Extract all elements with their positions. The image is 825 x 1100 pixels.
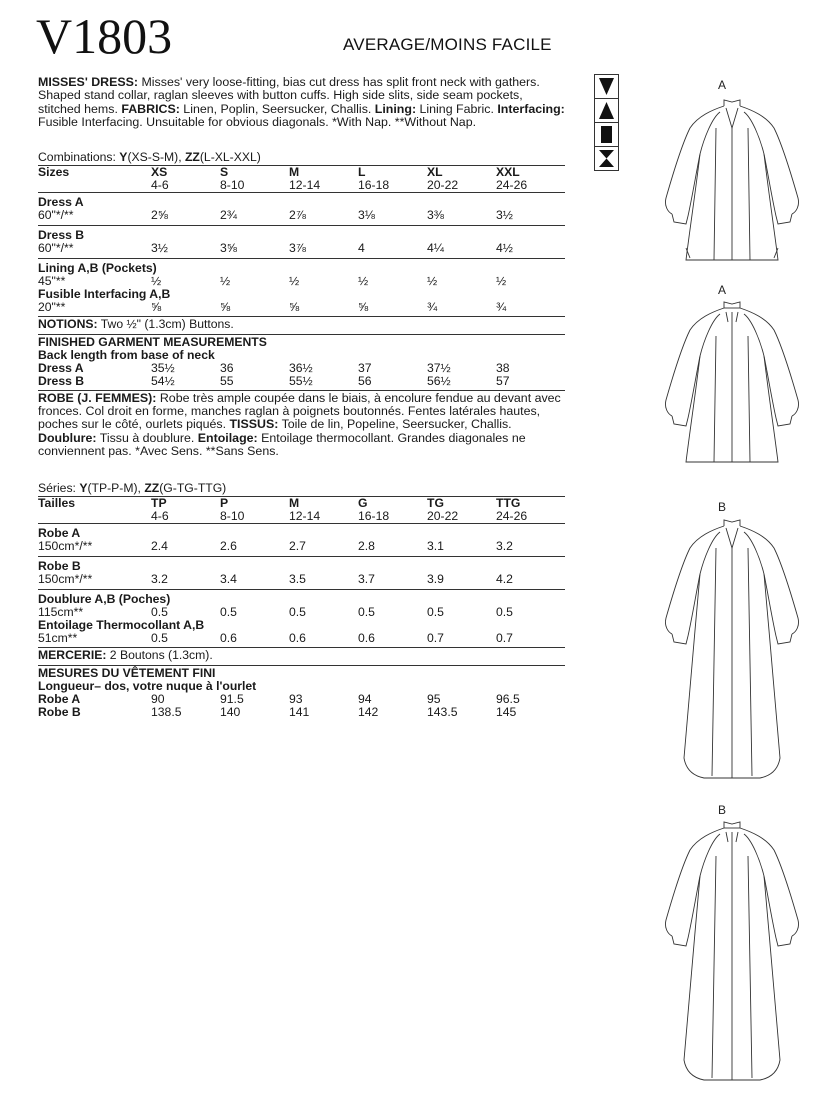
y-code: Y	[79, 481, 88, 496]
notions-text: Two ½" (1.3cm) Buttons.	[97, 317, 234, 332]
yardage-cell: 3.2	[151, 573, 220, 590]
yardage-cell: 0.7	[427, 632, 496, 648]
interfacing-label: Interfacing:	[497, 101, 565, 116]
finished-subtitle: Longueur– dos, votre nuque à l'ourlet	[38, 678, 257, 693]
triangle-down-icon	[595, 75, 618, 99]
measurement-cell: 91.5	[220, 691, 244, 706]
notions-text: 2 Boutons (1.3cm).	[106, 648, 213, 663]
measurement-cell: 57	[496, 375, 565, 391]
table-row	[38, 540, 565, 557]
fabrics-label: FABRICS:	[121, 101, 180, 116]
yardage-cell: ½	[220, 274, 231, 289]
size-range: 8-10	[220, 510, 289, 524]
dress-a-front-sketch	[660, 98, 805, 263]
lining-label: Doublure:	[38, 430, 97, 445]
table-row	[38, 362, 565, 375]
yardage-cell: 4¼	[427, 242, 496, 259]
yardage-cell: ½	[151, 274, 162, 289]
size-header: XL	[427, 165, 443, 180]
measurement-cell: 142	[358, 704, 379, 719]
yardage-cell: 3⅝	[220, 242, 289, 259]
table-row-title	[38, 226, 565, 243]
size-header: M	[289, 165, 300, 180]
garment-name: Dress A	[38, 360, 84, 375]
view-label-a-back: A	[718, 283, 727, 297]
fabric-width: 51cm**	[38, 632, 151, 648]
yardage-cell: ½	[496, 274, 507, 289]
yardage-cell: 0.5	[496, 605, 513, 620]
size-range: 24-26	[496, 179, 565, 193]
yardage-cell: 4½	[496, 242, 565, 259]
fabric-width: 60"*/**	[38, 242, 151, 259]
yardage-cell: 2.7	[289, 540, 358, 557]
size-range: 8-10	[220, 179, 289, 193]
fabric-width: 150cm*/**	[38, 573, 151, 590]
view-label-b-front: B	[718, 500, 727, 514]
size-range: 16-18	[358, 179, 427, 193]
yardage-cell: 3⅞	[289, 242, 358, 259]
combinations-label: Séries:	[38, 481, 80, 496]
fabric-width: 45"**	[38, 274, 66, 289]
y-sizes: (TP-P-M),	[87, 481, 145, 496]
fabric-name: Entoilage Thermocollant A,B	[38, 618, 205, 633]
english-finished-measurements	[38, 335, 565, 391]
yardage-cell: 3½	[496, 209, 565, 226]
dress-b-back-sketch	[660, 820, 805, 1090]
french-yardage-table	[38, 497, 565, 648]
fabric-name: Lining A,B (Pockets)	[38, 261, 157, 276]
zz-sizes: (L-XL-XXL)	[199, 150, 261, 165]
yardage-cell: 0.5	[151, 632, 220, 648]
finished-title: FINISHED GARMENT MEASUREMENTS	[38, 334, 267, 349]
fabric-name: Fusible Interfacing A,B	[38, 287, 171, 302]
yardage-cell: ⅝	[358, 301, 427, 317]
interfacing-label: Entoilage:	[197, 430, 258, 445]
size-range: 24-26	[496, 510, 565, 524]
view-label-a-front: A	[718, 78, 727, 92]
measurement-cell: 37½	[427, 360, 451, 375]
fabric-name: Dress A	[38, 195, 84, 210]
measurement-cell: 141	[289, 704, 310, 719]
interfacing-text: Entoilage thermocollant. Grandes diagonales ne conviennent pas. *Avec Sens. **Sans Sens.	[38, 430, 526, 458]
sizes-label: Tailles	[38, 496, 76, 511]
measurement-cell: 38	[496, 360, 510, 375]
size-header: XS	[151, 165, 168, 180]
view-symbols-legend	[594, 74, 619, 171]
yardage-cell: 0.5	[427, 605, 444, 620]
table-row	[38, 242, 565, 259]
table-row	[38, 209, 565, 226]
yardage-cell: 3.4	[220, 573, 289, 590]
measurement-cell: 94	[358, 691, 372, 706]
finished-subtitle: Back length from base of neck	[38, 347, 215, 362]
fabrics-text: Linen, Poplin, Seersucker, Challis.	[179, 101, 375, 116]
yardage-cell: 0.6	[358, 632, 427, 648]
notions-label: NOTIONS:	[38, 317, 98, 332]
measurement-cell: 55	[220, 375, 289, 391]
yardage-cell: 2¾	[220, 209, 289, 226]
yardage-cell: 3.5	[289, 573, 358, 590]
square-icon	[595, 123, 618, 147]
finished-title: MESURES DU VÊTEMENT FINI	[38, 665, 216, 680]
fabric-name: Robe B	[38, 559, 81, 574]
yardage-cell: ½	[427, 274, 438, 289]
yardage-cell: ¾	[427, 301, 496, 317]
yardage-cell: 2.8	[358, 540, 427, 557]
fabric-width: 20"**	[38, 301, 151, 317]
yardage-cell: 2⅞	[289, 209, 358, 226]
size-range: 4-6	[151, 179, 220, 193]
desc-title: ROBE (J. FEMMES):	[38, 390, 157, 405]
table-row-title	[38, 193, 565, 210]
sizes-label: Sizes	[38, 165, 70, 180]
garment-name: Dress B	[38, 375, 151, 391]
desc-title: MISSES' DRESS:	[38, 75, 139, 89]
size-header: L	[358, 165, 366, 180]
measurement-cell: 35½	[151, 360, 175, 375]
yardage-cell: 3.9	[427, 573, 496, 590]
fabric-name: Dress B	[38, 228, 85, 243]
yardage-cell: ½	[358, 274, 369, 289]
size-header: TTG	[496, 496, 521, 511]
yardage-cell: 0.6	[289, 632, 358, 648]
interfacing-text: Fusible Interfacing. Unsuitable for obvious diagonals. *With Nap. **Without Nap.	[38, 114, 477, 129]
fabrics-label: TISSUS:	[229, 417, 279, 432]
measurement-cell: 145	[496, 704, 517, 719]
yardage-cell: ⅝	[289, 301, 358, 317]
measurement-cell: 93	[289, 691, 303, 706]
size-range: 20-22	[427, 510, 496, 524]
size-range: 20-22	[427, 179, 496, 193]
mercerie-line	[38, 648, 565, 666]
english-combinations	[38, 151, 565, 166]
table-row-title	[38, 259, 565, 276]
french-description	[38, 392, 565, 458]
measurement-cell: 138.5	[151, 704, 182, 719]
measurement-cell: 37	[358, 360, 372, 375]
yardage-cell: 3⅜	[427, 209, 496, 226]
size-header: G	[358, 496, 368, 511]
yardage-cell: 3.2	[496, 540, 565, 557]
fabrics-text: Toile de lin, Popeline, Seersucker, Challis.	[278, 417, 512, 432]
table-row	[38, 632, 565, 648]
view-label-b-back: B	[718, 803, 727, 817]
size-range-row	[38, 179, 565, 193]
yardage-cell: 0.6	[220, 632, 289, 648]
english-yardage-table	[38, 166, 565, 317]
yardage-cell: 2.6	[220, 540, 289, 557]
lining-text: Lining Fabric.	[416, 101, 498, 116]
size-header: P	[220, 496, 229, 511]
english-description	[38, 76, 565, 129]
yardage-cell: 0.5	[151, 605, 168, 620]
yardage-cell: ½	[289, 274, 300, 289]
yardage-cell: 2.4	[151, 540, 220, 557]
yardage-cell: ¾	[496, 301, 565, 317]
measurement-cell: 140	[220, 704, 241, 719]
fabric-width: 60"*/**	[38, 209, 151, 226]
zz-sizes: (G-TG-TTG)	[159, 481, 227, 496]
zz-code: ZZ	[144, 481, 160, 496]
size-range: 16-18	[358, 510, 427, 524]
dress-b-front-sketch	[660, 518, 805, 783]
lining-label: Lining:	[374, 101, 417, 116]
yardage-cell: 3.1	[427, 540, 496, 557]
size-header: S	[220, 165, 229, 180]
hourglass-icon	[595, 147, 618, 170]
notions-line	[38, 317, 565, 335]
size-range: 4-6	[151, 510, 220, 524]
yardage-cell: ⅝	[220, 301, 289, 317]
french-combinations	[38, 482, 565, 497]
measurement-cell: 56	[358, 375, 427, 391]
french-finished-measurements	[38, 666, 565, 719]
garment-name: Robe B	[38, 704, 81, 719]
fabric-name: Doublure A,B (Poches)	[38, 592, 171, 607]
yardage-cell: ⅝	[151, 301, 220, 317]
size-range-row	[38, 510, 565, 524]
measurement-cell: 56½	[427, 375, 496, 391]
table-row	[38, 706, 565, 719]
measurement-cell: 95	[427, 691, 441, 706]
zz-code: ZZ	[184, 150, 200, 165]
lining-text: Tissu à doublure.	[96, 430, 198, 445]
pattern-number: V1803	[36, 8, 173, 64]
fabric-name: Robe A	[38, 526, 81, 541]
size-header: M	[289, 496, 300, 511]
table-row	[38, 301, 565, 317]
yardage-cell: 3.7	[358, 573, 427, 590]
measurement-cell: 36½	[289, 360, 313, 375]
desc-text: Misses' very loose-fitting, bias cut dress has split front neck with gathers. Shaped stand collar, raglan sleeves with button cuffs. High side slits, side seam pockets, stitched hems.	[38, 75, 540, 116]
yardage-cell: 2⅝	[151, 209, 220, 226]
fabric-width: 150cm*/**	[38, 540, 151, 557]
measurement-cell: 54½	[151, 375, 220, 391]
table-row-title	[38, 288, 565, 301]
difficulty-level: AVERAGE/MOINS FACILE	[343, 35, 552, 54]
desc-text: Robe très ample coupée dans le biais, à encolure fendue au devant avec fronces. Col droit en forme, manches raglan à poignets boutonnés. Fentes latérales hautes, poches sur le côté, ourlets piqués.	[38, 390, 561, 432]
yardage-cell: 0.7	[496, 632, 565, 648]
measurement-cell: 96.5	[496, 691, 520, 706]
yardage-cell: 4.2	[496, 573, 565, 590]
notions-label: MERCERIE:	[38, 648, 107, 663]
yardage-cell: 3½	[151, 242, 220, 259]
yardage-cell: 0.5	[220, 605, 237, 620]
size-header: XXL	[496, 165, 520, 180]
yardage-cell: 3⅛	[358, 209, 427, 226]
size-range: 12-14	[289, 510, 358, 524]
dress-a-back-sketch	[660, 300, 805, 465]
table-row	[38, 573, 565, 590]
measurement-cell: 90	[151, 691, 165, 706]
size-range: 12-14	[289, 179, 358, 193]
yardage-cell: 4	[358, 242, 427, 259]
combinations-label: Combinations:	[38, 150, 120, 165]
fabric-width: 115cm**	[38, 605, 84, 620]
garment-name: Robe A	[38, 691, 81, 706]
measurement-cell: 36	[220, 360, 234, 375]
size-header: TP	[151, 496, 167, 511]
measurement-cell: 143.5	[427, 704, 458, 719]
measurement-cell: 55½	[289, 375, 358, 391]
size-header: TG	[427, 496, 444, 511]
y-code: Y	[119, 150, 128, 165]
pattern-info-panel	[38, 76, 565, 719]
yardage-cell: 0.5	[358, 605, 375, 620]
y-sizes: (XS-S-M),	[127, 150, 185, 165]
yardage-cell: 0.5	[289, 605, 306, 620]
table-row	[38, 693, 565, 706]
triangle-up-icon	[595, 99, 618, 123]
table-row	[38, 375, 565, 391]
